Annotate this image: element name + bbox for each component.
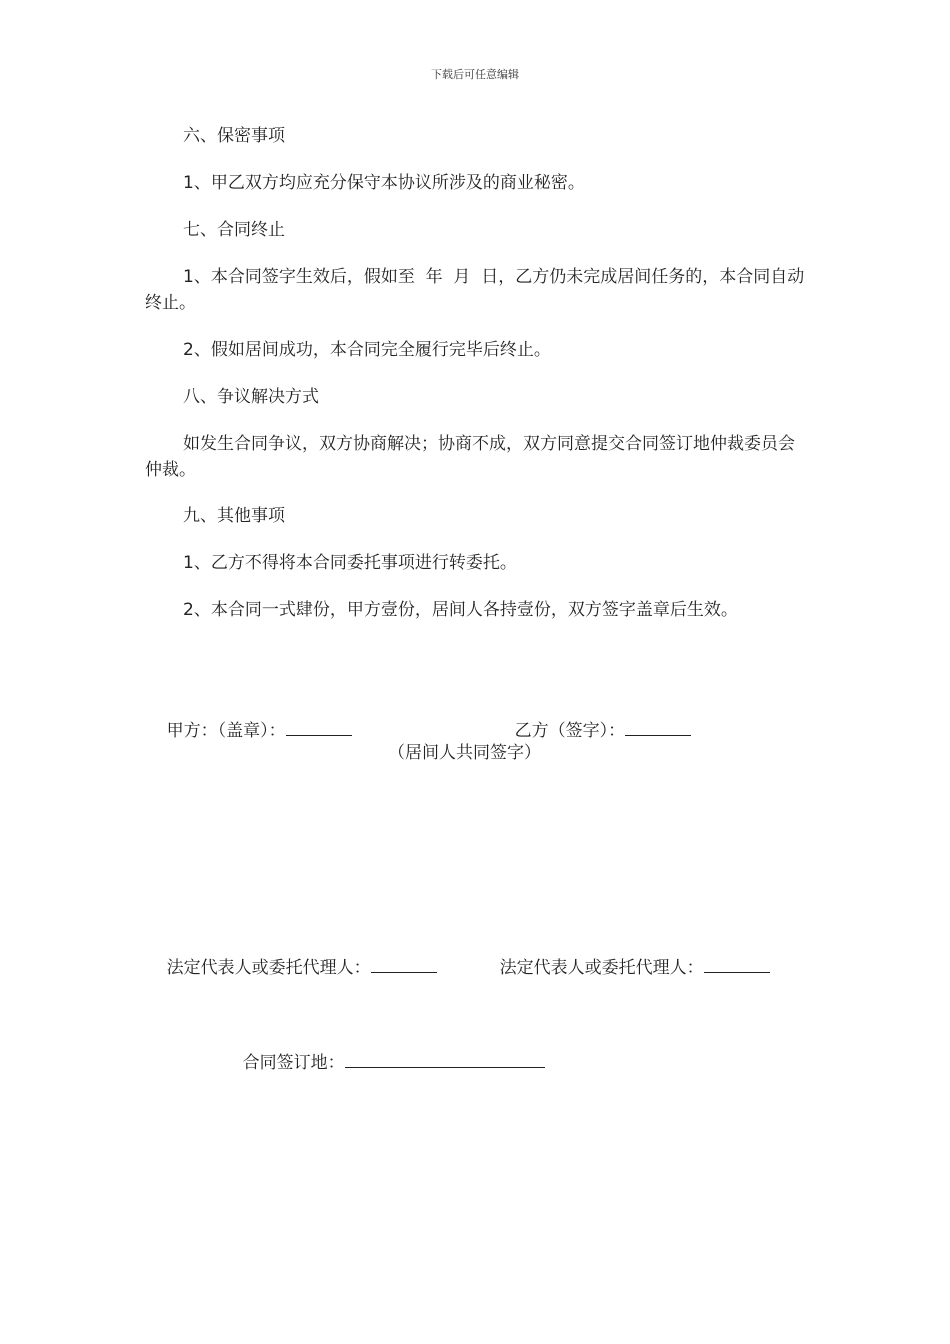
section-7-clause-1: 1、本合同签字生效后，假如至 年 月 日，乙方仍未完成居间任务的，本合同自动终止。: [145, 267, 805, 313]
section-6-title: 六、保密事项: [183, 126, 285, 146]
representative-right-line[interactable]: [704, 958, 770, 973]
contract-place-label: 合同签订地：: [242, 1053, 345, 1073]
section-8-clause-1: 如发生合同争议，双方协商解决；协商不成，双方同意提交合同签订地仲裁委员会仲裁。: [145, 434, 795, 480]
party-a-label: 甲方：（盖章）：: [166, 721, 286, 741]
representative-left: [145, 929, 437, 1007]
representative-right: [478, 929, 770, 1007]
contract-place: [221, 1024, 545, 1102]
header-note: 下载后可任意编辑: [431, 68, 519, 81]
section-7-clause-2: 2、假如居间成功，本合同完全履行完毕后终止。: [183, 340, 551, 360]
joint-signature-note: （居间人共同签字）: [388, 743, 541, 763]
party-a-signature-line[interactable]: [286, 721, 352, 736]
section-9-clause-2: 2、本合同一式肆份，甲方壹份，居间人各持壹份，双方签字盖章后生效。: [183, 600, 738, 620]
section-7-title: 七、合同终止: [183, 220, 285, 240]
representative-left-label: 法定代表人或委托代理人：: [166, 958, 371, 978]
contract-place-line[interactable]: [345, 1053, 545, 1068]
party-a-signature: [145, 692, 352, 770]
section-9-clause-1: 1、乙方不得将本合同委托事项进行转委托。: [183, 553, 517, 573]
section-9-title: 九、其他事项: [183, 506, 285, 526]
section-8-title: 八、争议解决方式: [183, 387, 319, 407]
party-b-signature-line[interactable]: [625, 721, 691, 736]
representative-left-line[interactable]: [371, 958, 437, 973]
party-b-label: 乙方（签字）：: [514, 721, 626, 741]
representative-right-label: 法定代表人或委托代理人：: [499, 958, 704, 978]
section-6-clause-1: 1、甲乙双方均应充分保守本协议所涉及的商业秘密。: [183, 173, 585, 193]
